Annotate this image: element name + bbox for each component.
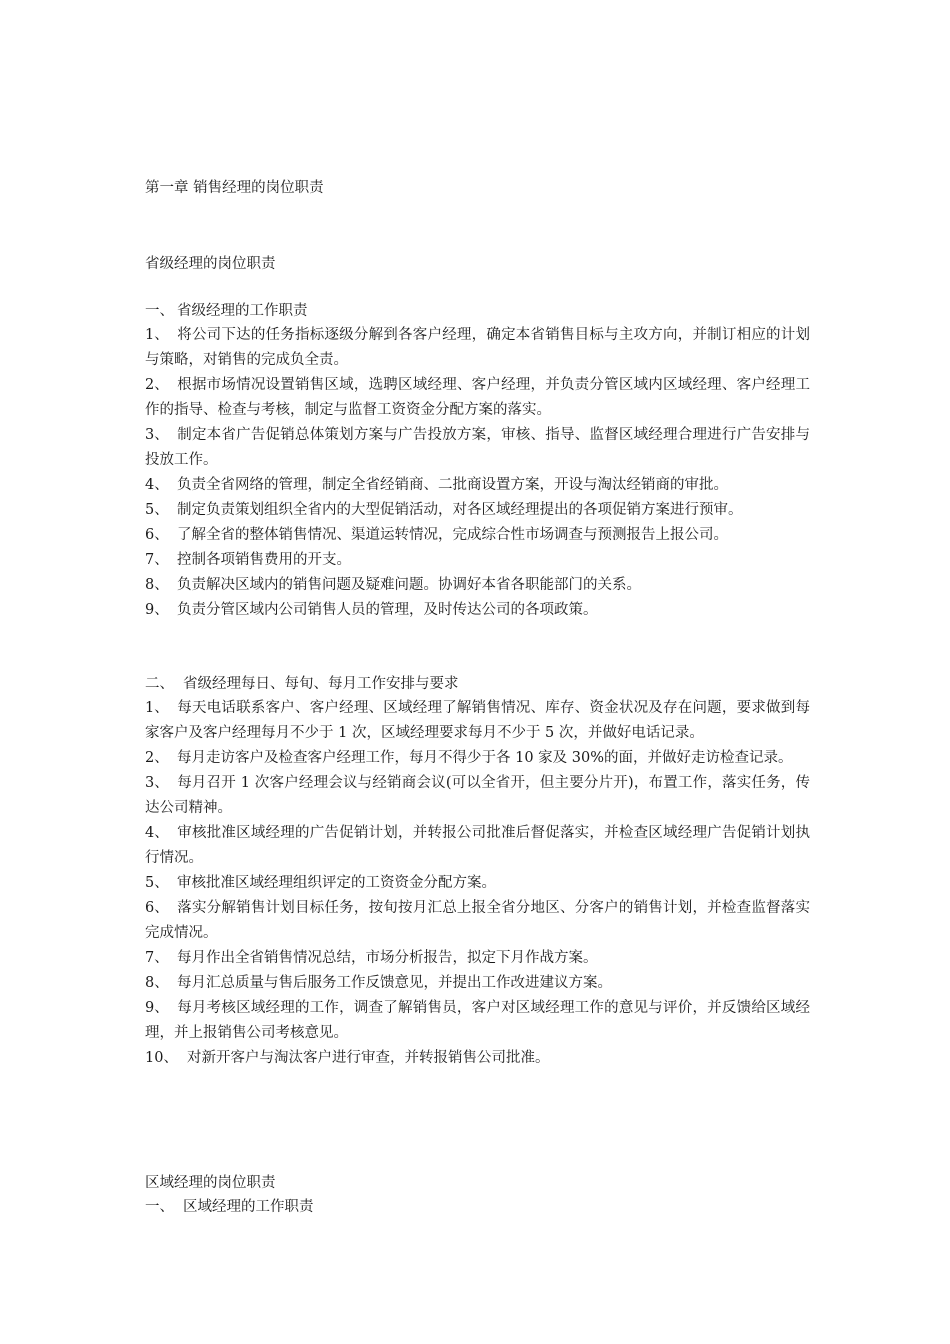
section-heading xyxy=(145,1197,314,1217)
section-heading xyxy=(145,674,459,694)
list-item: 3、 每月召开 1 次客户经理会议与经销商会议(可以全省开，但主要分片开)，布置工作，落实任务，传达公司精神。 xyxy=(145,775,810,816)
list-item: 2、 根据市场情况设置销售区域，选聘区域经理、客户经理，并负责分管区域内区域经理、客户经理工作的指导、检查与考核，制定与监督工资资金分配方案的落实。 xyxy=(145,377,810,418)
section-heading xyxy=(145,301,308,321)
list-item: 2、 每月走访客户及检查客户经理工作，每月不得少于各 10 家及 30%的面，并做好走访检查记录。 xyxy=(145,750,793,766)
list-item: 3、 制定本省广告促销总体策划方案与广告投放方案，审核、指导、监督区域经理合理进行广告安排与投放工作。 xyxy=(145,427,810,468)
list-item: 8、 负责解决区域内的销售问题及疑难问题。协调好本省各职能部门的关系。 xyxy=(145,577,641,593)
section-title: 区域经理的工作职责 xyxy=(183,1199,314,1215)
provincial-duties-list xyxy=(145,323,810,623)
section-number: 一、 xyxy=(145,303,174,319)
section-title: 省级经理每日、每旬、每月工作安排与要求 xyxy=(183,676,459,692)
list-item: 6、 落实分解销售计划目标任务，按旬按月汇总上报全省分地区、分客户的销售计划，并检查监督落实完成情况。 xyxy=(145,900,810,941)
list-item: 4、 负责全省网络的管理，制定全省经销商、二批商设置方案，开设与淘汰经销商的审批。 xyxy=(145,477,728,493)
list-item: 6、 了解全省的整体销售情况、渠道运转情况，完成综合性市场调查与预测报告上报公司。 xyxy=(145,527,728,543)
list-item: 7、 控制各项销售费用的开支。 xyxy=(145,552,351,568)
list-item: 9、 每月考核区域经理的工作，调查了解销售员，客户对区域经理工作的意见与评价，并反馈给区域经理，并上报销售公司考核意见。 xyxy=(145,1000,810,1041)
list-item: 5、 审核批准区域经理组织评定的工资资金分配方案。 xyxy=(145,875,496,891)
list-item: 8、 每月汇总质量与售后服务工作反馈意见，并提出工作改进建议方案。 xyxy=(145,975,612,991)
section-number: 一、 xyxy=(145,1199,174,1215)
chapter-title: 第一章 销售经理的岗位职责 xyxy=(145,180,324,196)
list-item: 1、 将公司下达的任务指标逐级分解到各客户经理，确定本省销售目标与主攻方向，并制订相应的计划与策略，对销售的完成负全责。 xyxy=(145,327,810,368)
section-title: 省级经理的工作职责 xyxy=(177,303,308,319)
list-item: 1、 每天电话联系客户、客户经理、区域经理了解销售情况、库存、资金状况及存在问题，要求做到每家客户及客户经理每月不少于 1 次，区域经理要求每月不少于 5 次，并做好电话记录。 xyxy=(145,700,810,741)
list-item: 4、 审核批准区域经理的广告促销计划，并转报公司批准后督促落实，并检查区域经理广告促销计划执行情况。 xyxy=(145,825,810,866)
regional-heading: 区域经理的岗位职责 xyxy=(145,1175,276,1191)
list-item: 7、 每月作出全省销售情况总结，市场分析报告，拟定下月作战方案。 xyxy=(145,950,598,966)
list-item: 5、 制定负责策划组织全省内的大型促销活动，对各区域经理提出的各项促销方案进行预审。 xyxy=(145,502,743,518)
list-item: 9、 负责分管区域内公司销售人员的管理，及时传达公司的各项政策。 xyxy=(145,602,598,618)
provincial-schedule-list xyxy=(145,696,810,1071)
section-number: 二、 xyxy=(145,676,174,692)
provincial-heading: 省级经理的岗位职责 xyxy=(145,256,276,272)
list-item: 10、 对新开客户与淘汰客户进行审查，并转报销售公司批准。 xyxy=(145,1050,550,1066)
